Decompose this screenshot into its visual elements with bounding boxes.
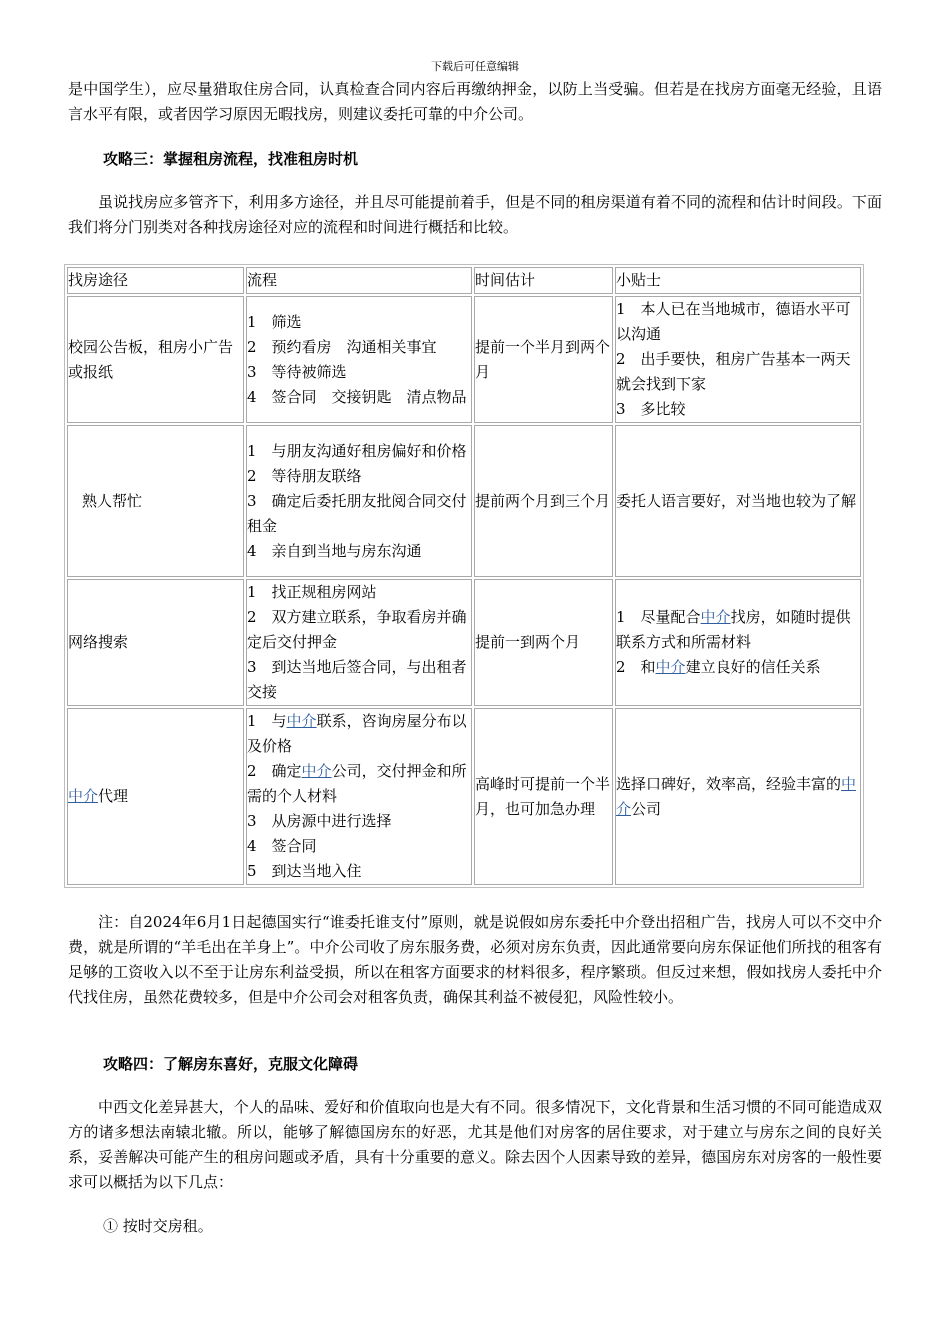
tip-item: 委托人语言要好，对当地也较为了解 (616, 491, 857, 510)
tip-item (616, 605, 860, 655)
table-row (67, 708, 861, 885)
process-cell (246, 425, 472, 577)
step-text: 联系，咨询房屋分布以及价格 (247, 712, 467, 755)
tip-text: 选择口碑好，效率高，经验丰富的 (616, 774, 842, 793)
agency-link[interactable]: 中介 (655, 658, 686, 676)
process-step: 1 与朋友沟通好租房偏好和价格 (247, 441, 467, 460)
process-step: 5 到达当地入住 (247, 862, 362, 880)
agency-link[interactable]: 中介 (301, 762, 332, 780)
tips-cell (615, 425, 861, 577)
step-text: 公司，交付押金和所需的个人材料 (247, 762, 467, 805)
note-paragraph: 注：自2024年6月1日起德国实行“谁委托谁支付”原则，就是说假如房东委托中介登出招租广告，找房人可以不交中介费，就是所谓的“羊毛出在羊身上”。中介公司收了房东服务费，必须对房东负责，因此通常要向房东保证他们所找的租客有足够的工资收入以不至于让房东利益受损，所以在租客方面要求的材料很多，程序繁琐。但反过来想，假如找房人委托中介代找住房，虽然花费较多，但是中介公司会对租客负责，确保其利益不被侵犯，风险性较小。 (68, 913, 882, 1006)
list-item: ① 按时交房租。 (103, 1217, 213, 1235)
tip-text: 找房，如随时提供联系方式和所需材料 (616, 608, 851, 651)
tip-item: 2 出手要快，租房广告基本一两天就会找到下家 (616, 350, 851, 393)
header-tips: 小贴士 (615, 267, 861, 294)
process-step: 2 预约看房 沟通相关事宜 (247, 337, 437, 356)
process-cell (246, 296, 472, 423)
process-step: 3 从房源中进行选择 (247, 812, 392, 830)
process-step: 1 筛选 (247, 312, 302, 331)
time-cell: 提前一个半月到两个月 (474, 296, 613, 423)
table-row (67, 579, 861, 706)
section-3-heading: 攻略三：掌握租房流程，找准租房时机 (103, 150, 359, 168)
time-cell: 提前一到两个月 (474, 579, 613, 706)
step-text: 2 确定 (247, 762, 302, 780)
process-step: 3 等待被筛选 (247, 362, 347, 381)
agency-link[interactable]: 中介 (286, 712, 317, 730)
tips-cell (615, 579, 861, 706)
process-step: 4 签合同 交接钥匙 清点物品 (247, 387, 467, 406)
tip-item: 3 多比较 (616, 400, 686, 418)
tip-text: 公司 (631, 799, 662, 818)
agency-link[interactable]: 中介 (68, 787, 99, 805)
tip-text: 1 尽量配合 (616, 608, 701, 626)
step-text: 1 与 (247, 712, 287, 730)
tips-cell (615, 296, 861, 423)
process-cell (246, 579, 472, 706)
process-step: 4 签合同 (247, 837, 317, 855)
section-4-heading: 攻略四：了解房东喜好，克服文化障碍 (103, 1055, 359, 1073)
page-header: 下载后可任意编辑 (431, 60, 519, 73)
tips-cell (615, 708, 861, 885)
section-3-paragraph: 虽说找房应多管齐下，利用多方途径，并且尽可能提前着手，但是不同的租房渠道有着不同的流程和估计时间段。下面我们将分门别类对各种找房途径对应的流程和时间进行概括和比较。 (68, 193, 882, 236)
table-row (67, 425, 861, 577)
header-channel: 找房途径 (67, 267, 244, 294)
process-step: 3 到达当地后签合同，与出租者交接 (247, 658, 467, 701)
header-process: 流程 (246, 267, 472, 294)
intro-paragraph: 是中国学生），应尽量猎取住房合同，认真检查合同内容后再缴纳押金，以防上当受骗。但若是在找房方面毫无经验，且语言水平有限，或者因学习原因无暇找房，则建议委托可靠的中介公司。 (68, 80, 882, 123)
tip-text: 2 和 (616, 658, 656, 676)
tip-item: 1 本人已在当地城市，德语水平可以沟通 (616, 300, 851, 343)
channel-cell: 网络搜索 (67, 579, 244, 706)
tip-item (616, 772, 860, 822)
time-cell: 高峰时可提前一个半月，也可加急办理 (474, 708, 613, 885)
channel-text: 代理 (98, 787, 129, 805)
agency-link[interactable]: 中介 (616, 774, 857, 818)
agency-link[interactable]: 中介 (700, 608, 731, 626)
channel-cell: 熟人帮忙 (67, 425, 244, 577)
tip-item (616, 655, 860, 680)
time-cell: 提前两个月到三个月 (474, 425, 613, 577)
process-step (247, 759, 471, 809)
process-step: 1 找正规租房网站 (247, 583, 377, 601)
process-step: 2 双方建立联系，争取看房并确定后交付押金 (247, 608, 467, 651)
header-time: 时间估计 (474, 267, 613, 294)
rental-channels-table (64, 264, 864, 888)
process-step: 3 确定后委托朋友批阅合同交付租金 (247, 491, 467, 535)
process-step: 4 亲自到当地与房东沟通 (247, 541, 422, 560)
tip-text: 建立良好的信任关系 (685, 658, 821, 676)
process-step (247, 709, 471, 759)
process-step: 2 等待朋友联络 (247, 466, 362, 485)
channel-cell: 校园公告板，租房小广告或报纸 (67, 296, 244, 423)
table-row (67, 296, 861, 423)
process-cell (246, 708, 472, 885)
section-4-paragraph: 中西文化差异甚大，个人的品味、爱好和价值取向也是大有不同。很多情况下，文化背景和生活习惯的不同可能造成双方的诸多想法南辕北辙。所以，能够了解德国房东的好恶，尤其是他们对房客的居住要求，对于建立与房东之间的良好关系，妥善解决可能产生的租房问题或矛盾，具有十分重要的意义。除去因个人因素导致的差异，德国房东对房客的一般性要求可以概括为以下几点： (68, 1098, 882, 1191)
channel-cell (67, 708, 244, 885)
table-header-row (67, 267, 861, 294)
